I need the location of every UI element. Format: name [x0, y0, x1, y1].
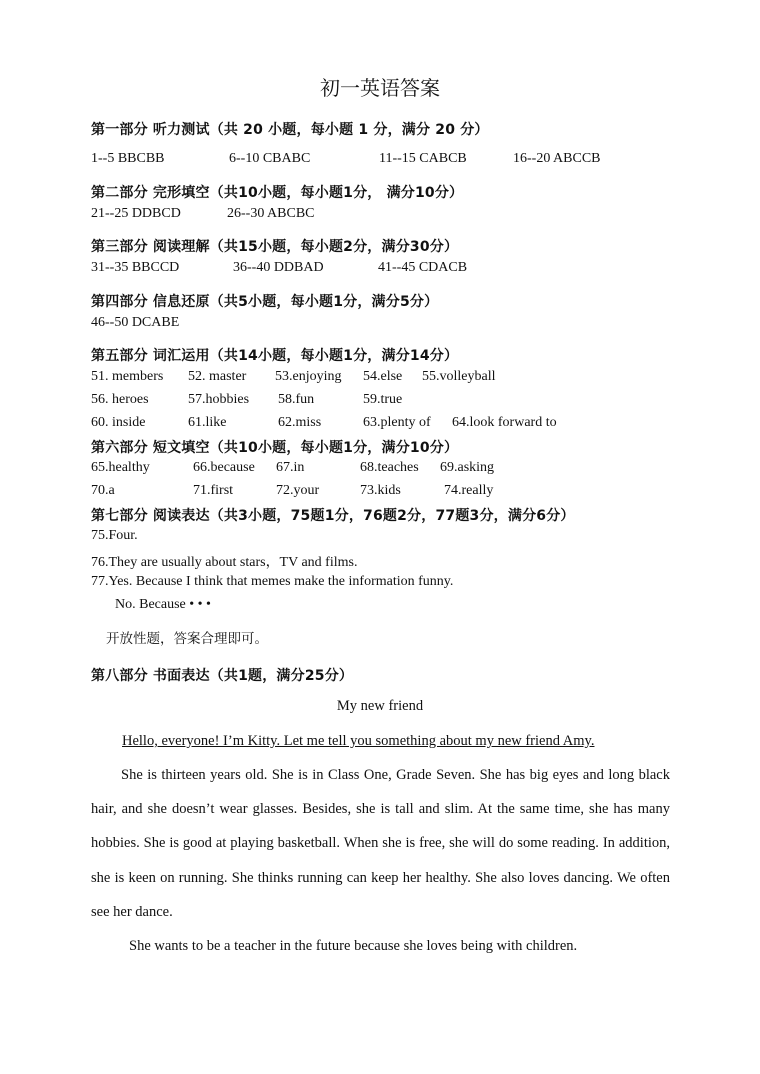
answer-75: 75.Four. [91, 528, 138, 543]
answer-77-yes: 77.Yes. Because I think that memes make the information funny. [91, 574, 454, 589]
answer-item: 61.like [188, 415, 227, 430]
part6-heading: 第六部分 短文填空（共10小题，每小题1分，满分10分） [91, 440, 459, 456]
part4-heading: 第四部分 信息还原（共5小题，每小题1分，满分5分） [91, 294, 439, 310]
answer-item: 64.look forward to [452, 415, 557, 430]
essay-paragraph: She is thirteen years old. She is in Class One, Grade Seven. She has big eyes and long black hair, and she doesn’t wear glasses. Besides, she is tall and slim. At the same time, she has many hobbies. She is good at playing basketball. When she is free, she will do some reading. In addition, she is keen on running. She thinks running can keep her healthy. She also loves dancing. We often see her dance. [91, 767, 670, 920]
answer-item: 73.kids [360, 483, 401, 498]
answer-item: 54.else [363, 369, 403, 384]
answer-item: 53.enjoying [275, 369, 342, 384]
page-title: 初一英语答案 [320, 76, 440, 100]
answer-item: 72.your [276, 483, 320, 498]
answer-group: 21--25 DDBCD [91, 206, 181, 221]
answer-item: 55.volleyball [422, 369, 496, 384]
answer-item: 71.first [193, 483, 234, 498]
answer-group: 26--30 ABCBC [227, 206, 315, 221]
part2-heading: 第二部分 完形填空（共10小题，每小题1分， 满分10分） [91, 185, 464, 201]
essay-paragraph: She wants to be a teacher in the future because she loves being with children. [129, 938, 578, 955]
answer-item: 59.true [363, 392, 403, 407]
answer-item: 60. inside [91, 415, 146, 430]
answer-group: 36--40 DDBAD [233, 260, 324, 275]
open-question-note: 开放性题，答案合理即可。 [106, 631, 268, 647]
part7-heading: 第七部分 阅读表达（共3小题，75题1分，76题2分，77题3分，满分6分） [91, 508, 575, 524]
answer-77-no: No. Because • • • [115, 597, 211, 612]
part1-heading: 第一部分 听力测试（共 20 小题，每小题 1 分，满分 20 分） [91, 122, 489, 138]
answer-item: 63.plenty of [363, 415, 431, 430]
part8-heading: 第八部分 书面表达（共1题，满分25分） [91, 668, 354, 684]
answer-item: 74.really [444, 483, 494, 498]
answer-item: 52. master [188, 369, 247, 384]
answer-group: 11--15 CABCB [379, 151, 467, 166]
answer-group: 16--20 ABCCB [513, 151, 601, 166]
answer-item: 70.a [91, 483, 115, 498]
essay-body [91, 758, 670, 963]
answer-76: 76.They are usually about stars，TV and films. [91, 555, 358, 570]
answer-item: 65.healthy [91, 460, 150, 475]
answer-group: 1--5 BBCBB [91, 151, 165, 166]
answer-item: 67.in [276, 460, 305, 475]
essay-opening: Hello, everyone! I’m Kitty. Let me tell you something about my new friend Amy. [122, 733, 595, 749]
answer-item: 51. members [91, 369, 164, 384]
answer-item: 62.miss [278, 415, 322, 430]
answer-group: 31--35 BBCCD [91, 260, 180, 275]
answer-item: 68.teaches [360, 460, 419, 475]
answer-item: 58.fun [278, 392, 315, 407]
answer-group: 41--45 CDACB [378, 260, 468, 275]
answer-item: 69.asking [440, 460, 495, 475]
answer-item: 56. heroes [91, 392, 149, 407]
answer-item: 57.hobbies [188, 392, 250, 407]
essay-title: My new friend [336, 698, 424, 714]
answer-group: 46--50 DCABE [91, 315, 180, 330]
part3-heading: 第三部分 阅读理解（共15小题，每小题2分，满分30分） [91, 239, 459, 255]
answer-item: 66.because [193, 460, 255, 475]
answer-group: 6--10 CBABC [229, 151, 311, 166]
part5-heading: 第五部分 词汇运用（共14小题，每小题1分，满分14分） [91, 348, 459, 364]
